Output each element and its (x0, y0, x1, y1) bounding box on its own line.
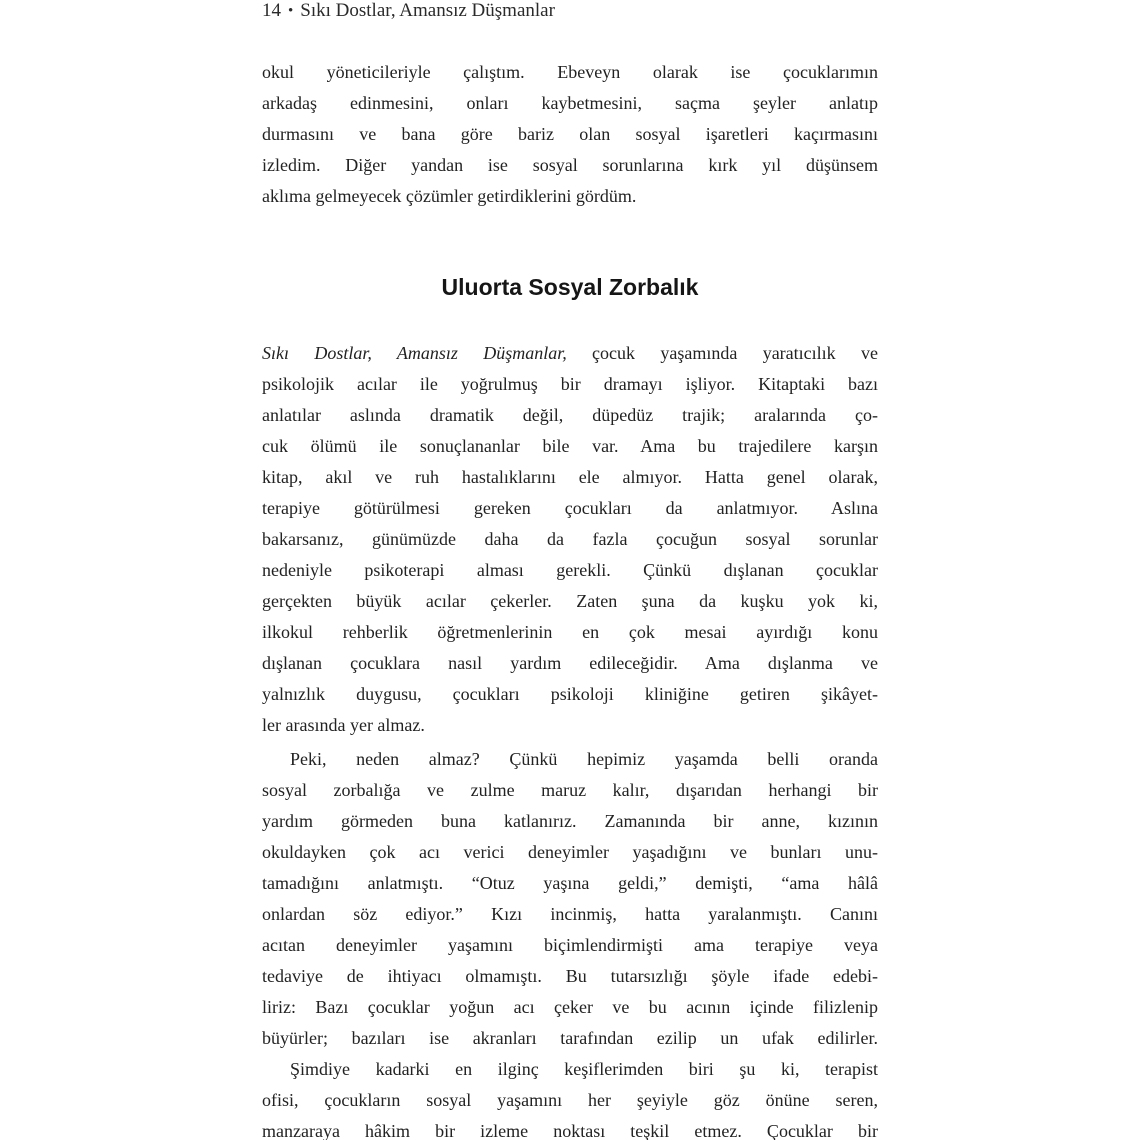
running-title: Sıkı Dostlar, Amansız Düşmanlar (300, 0, 555, 21)
body-line: terapiye götürülmesi gereken çocukları da anlatmıyor. Aslına (262, 498, 878, 518)
body-line: cuk ölümü ile sonuçlananlar bile var. Ama bu trajedilere karşın (262, 436, 878, 456)
section-heading: Uluorta Sosyal Zorbalık (441, 274, 699, 300)
body-line: okul yöneticileriyle çalıştım. Ebeveyn olarak ise çocuklarımın (262, 62, 878, 82)
body-line: Peki, neden almaz? Çünkü hepimiz yaşamda belli oranda (290, 749, 878, 769)
body-line: arkadaş edinmesini, onları kaybetmesini, saçma şeyler anlatıp (262, 93, 878, 113)
body-line: nedeniyle psikoterapi alması gerekli. Çünkü dışlanan çocuklar (262, 560, 878, 580)
body-line: psikolojik acılar ile yoğrulmuş bir dramayı işliyor. Kitaptaki bazı (262, 374, 878, 394)
body-line-text: çocuk yaşamında yaratıcılık ve (566, 343, 878, 363)
body-line: manzaraya hâkim bir izleme noktası teşkil etmez. Çocuklar bir (262, 1121, 878, 1140)
body-line: yalnızlık duygusu, çocukları psikoloji kliniğine getiren şikâyet- (262, 684, 878, 704)
paragraph-2 (262, 338, 878, 741)
body-line: izledim. Diğer yandan ise sosyal sorunlarına kırk yıl düşünsem (262, 155, 878, 175)
paragraph-4 (262, 1054, 878, 1140)
body-line: onlardan söz ediyor.” Kızı incinmiş, hatta yaralanmıştı. Canını (262, 904, 878, 924)
book-title-italic: Sıkı Dostlar, Amansız Düşmanlar, (262, 343, 567, 363)
header-bullet-separator: • (288, 3, 294, 19)
body-line: yardım görmeden buna katlanırız. Zamanında bir anne, kızının (262, 811, 878, 831)
body-line: sosyal zorbalığa ve zulme maruz kalır, dışarıdan herhangi bir (262, 780, 878, 800)
body-line: tamadığını anlatmıştı. “Otuz yaşına geldi,” demişti, “ama hâlâ (262, 873, 878, 893)
body-line: kitap, akıl ve ruh hastalıklarını ele almıyor. Hatta genel olarak, (262, 467, 878, 487)
running-header (262, 0, 878, 27)
body-line: büyürler; bazıları ise akranları tarafından ezilip un ufak edilirler. (262, 1028, 878, 1048)
body-line: durmasını ve bana göre bariz olan sosyal işaretleri kaçırmasını (262, 124, 878, 144)
body-line (262, 338, 878, 369)
body-line: tedaviye de ihtiyacı olmamıştı. Bu tutarsızlığı şöyle ifade edebi- (262, 966, 878, 986)
page-number: 14 (262, 0, 281, 21)
body-line: ler arasında yer almaz. (262, 715, 425, 735)
body-line: dışlanan çocuklara nasıl yardım edileceğidir. Ama dışlanma ve (262, 653, 878, 673)
body-line: bakarsanız, günümüzde daha da fazla çocuğun sosyal sorunlar (262, 529, 878, 549)
body-line: ilkokul rehberlik öğretmenlerinin en çok mesai ayırdığı konu (262, 622, 878, 642)
body-line: Şimdiye kadarki en ilginç keşiflerimden biri şu ki, terapist (290, 1059, 878, 1079)
paragraph-3 (262, 744, 878, 1054)
body-line: anlatılar aslında dramatik değil, düpedüz trajik; aralarında ço- (262, 405, 878, 425)
body-line: gerçekten büyük acılar çekerler. Zaten şuna da kuşku yok ki, (262, 591, 878, 611)
body-line: acıtan deneyimler yaşamını biçimlendirmişti ama terapiye veya (262, 935, 878, 955)
body-line: aklıma gelmeyecek çözümler getirdiklerini gördüm. (262, 186, 637, 206)
body-line: okuldayken çok acı verici deneyimler yaşadığını ve bunları unu- (262, 842, 878, 862)
body-line: ofisi, çocukların sosyal yaşamını her şeyiyle göz önüne seren, (262, 1090, 878, 1110)
body-line: liriz: Bazı çocuklar yoğun acı çeker ve bu acının içinde filizlenip (262, 997, 878, 1017)
paragraph-1 (262, 57, 878, 212)
